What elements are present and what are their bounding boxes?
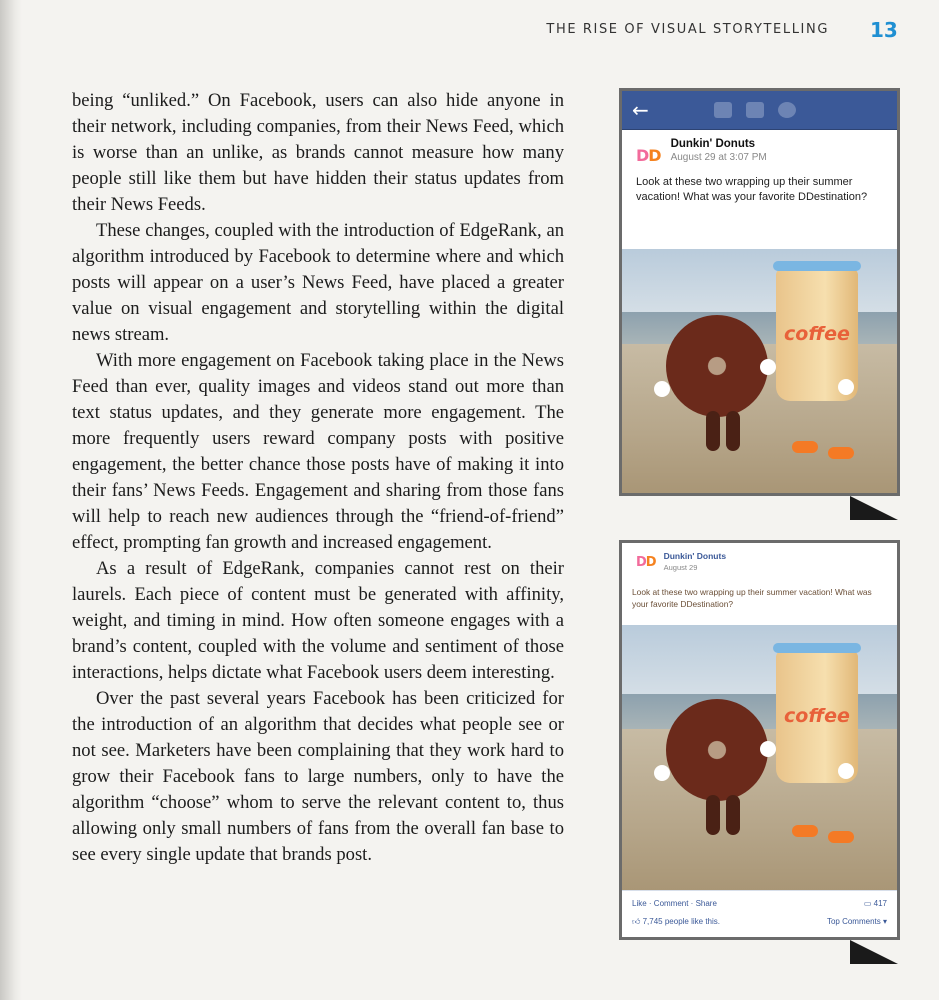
page-number: 13: [870, 18, 898, 42]
body-text: [72, 88, 564, 868]
mascot-glove: [838, 379, 854, 395]
page-name[interactable]: Dunkin' Donuts: [663, 551, 727, 561]
cup-label: coffee: [784, 323, 850, 345]
dunkin-logo-icon: DD: [636, 146, 661, 165]
friend-requests-icon[interactable]: [714, 102, 732, 118]
mascot-shoe: [828, 831, 854, 843]
facebook-top-bar: [622, 91, 897, 130]
mascot-shoe: [792, 825, 818, 837]
donut-leg: [726, 411, 740, 451]
post-timestamp[interactable]: August 29 at 3:07 PM: [670, 152, 767, 163]
mascot-glove: [654, 381, 670, 397]
mascot-glove: [654, 765, 670, 781]
thumbs-up-icon: 👍︎: [632, 917, 641, 926]
donut-leg: [706, 411, 720, 451]
paragraph: These changes, coupled with the introduction of EdgeRank, an algorithm introduced by Facebook to determine where and which posts will appear on a user’s News Feed, have placed a greater value on visual engagement and storytelling within the digital news stream.: [72, 220, 564, 345]
page-name[interactable]: Dunkin' Donuts: [670, 138, 756, 150]
post-header: [622, 130, 897, 165]
messages-icon[interactable]: [746, 102, 764, 118]
post-action-bar: [622, 890, 897, 937]
decorative-corner-icon: [850, 496, 898, 520]
comment-bubble-icon: ▭: [863, 899, 872, 908]
donut-leg: [726, 795, 740, 835]
likes-summary[interactable]: 👍︎ 7,745 people like this.: [632, 917, 720, 926]
post-header: [622, 543, 897, 572]
mascot-shoe: [792, 441, 818, 453]
page-gutter-shadow: [0, 0, 22, 1000]
mascot-glove: [760, 359, 776, 375]
dunkin-logo-icon: DD: [636, 555, 656, 570]
like-comment-share-links[interactable]: Like · Comment · Share: [632, 899, 717, 908]
donut-mascot: [666, 315, 768, 417]
notifications-globe-icon[interactable]: [778, 102, 796, 118]
post-text: Look at these two wrapping up their summer vacation! What was your favorite DDestination?: [632, 587, 872, 609]
post-timestamp[interactable]: August 29: [663, 563, 698, 572]
mascot-glove: [838, 763, 854, 779]
paragraph: As a result of EdgeRank, companies cannot rest on their laurels. Each piece of content must be generated with affinity, weight, and timing in mind. How often someone engages with a brand’s content, coupled with the volume and sentiment of those interactions, helps dictate what Facebook users deem interesting.: [72, 558, 564, 683]
paragraph: With more engagement on Facebook taking place in the News Feed than ever, quality images and videos stand out more than text status updates, and they generate more engagement. The more frequently users reward company posts with positive engagement, the better chance those posts have of making it into their fans’ News Feeds. Engagement and sharing from those fans will help to reach new audiences through the “friend-of-friend” effect, prompting fan growth and increased engagement.: [72, 350, 564, 553]
mobile-facebook-screenshot: [619, 88, 900, 496]
donut-mascot: [666, 699, 768, 801]
comment-count[interactable]: ▭ 417: [863, 899, 887, 908]
running-head: THE RISE OF VISUAL STORYTELLING: [546, 22, 829, 37]
post-photo[interactable]: [622, 625, 897, 891]
mascot-shoe: [828, 447, 854, 459]
post-photo[interactable]: [622, 249, 897, 493]
desktop-facebook-screenshot: [619, 540, 900, 940]
post-text: Look at these two wrapping up their summer vacation! What was your favorite DDestination?: [636, 176, 868, 203]
paragraph: being “unliked.” On Facebook, users can also hide anyone in their network, including companies, from their News Feed, which is worse than an unlike, as brands cannot measure how many people still like them but have hidden their status updates from their News Feeds.: [72, 90, 564, 215]
top-comments-dropdown[interactable]: Top Comments ▾: [826, 917, 887, 926]
back-arrow-icon[interactable]: ←: [632, 98, 649, 122]
mascot-glove: [760, 741, 776, 757]
decorative-corner-icon: [850, 940, 898, 964]
cup-label: coffee: [784, 705, 850, 727]
paragraph: Over the past several years Facebook has been criticized for the introduction of an algorithm that decides what people see or not see. Marketers have been complaining that they work hard to grow their Facebook fans to large numbers, only to have the algorithm “choose” whom to serve the relevant content to, thus allowing only small numbers of fans from the overall fan base to see every single update that brands post.: [72, 688, 564, 865]
donut-leg: [706, 795, 720, 835]
